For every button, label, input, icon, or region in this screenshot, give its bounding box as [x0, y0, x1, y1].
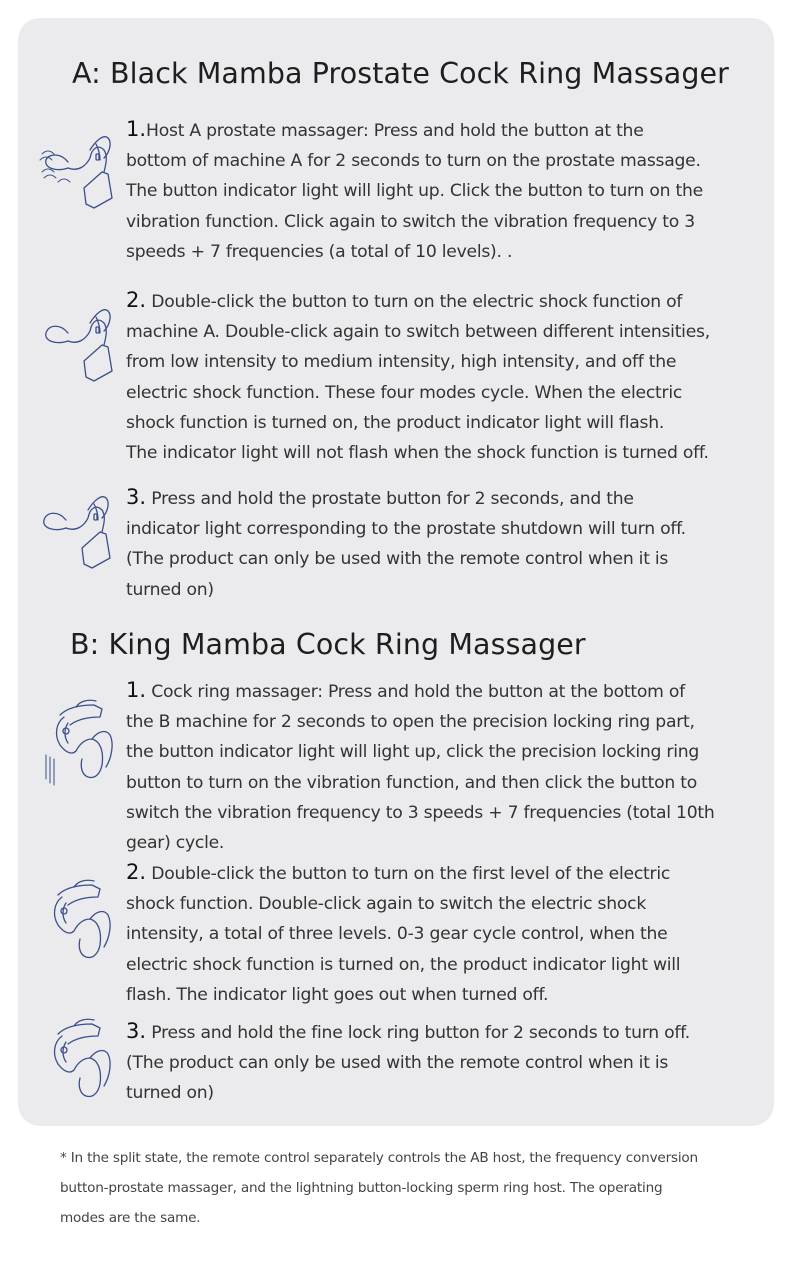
step-number: 3.	[126, 1019, 147, 1043]
step-text-line: vibration function. Click again to switch the vibration frequency to 3	[126, 211, 695, 232]
step-text-line: Cock ring massager: Press and hold the button at the bottom of	[146, 682, 685, 702]
step-text-line: (The product can only be used with the remote control when it is	[126, 1053, 669, 1074]
step-text-line: Host A prostate massager: Press and hold the button at the	[146, 121, 644, 141]
step-text-line: machine A. Double-click again to switch between different intensities,	[126, 322, 710, 343]
step-text-line: the button indicator light will light up, click the precision locking ring	[126, 742, 700, 763]
footnote-line: * In the split state, the remote control separately controls the AB host, the frequency conversion	[60, 1150, 698, 1166]
step-number: 1.	[126, 678, 147, 702]
step-text-line: shock function is turned on, the product indicator light will flash.	[126, 412, 665, 433]
section-b-title: B: King Mamba Cock Ring Massager	[70, 628, 586, 661]
step-text-line: The indicator light will not flash when the shock function is turned off.	[126, 443, 709, 464]
step-text-line: gear) cycle.	[126, 833, 225, 854]
step-text-line: Double-click the button to turn on the first level of the electric	[146, 864, 671, 884]
step-text-line: button to turn on the vibration function, and then click the button to	[126, 772, 697, 793]
step-number: 3.	[126, 485, 147, 509]
step-text-line: switch the vibration frequency to 3 speeds + 7 frequencies (total 10th	[126, 802, 715, 823]
step-text-line: The button indicator light will light up. Click the button to turn on the	[126, 181, 703, 202]
step-text-line: the B machine for 2 seconds to open the precision locking ring part,	[126, 712, 695, 733]
prostate-massager-power-off-icon	[40, 490, 124, 572]
step-text-line: turned on)	[126, 579, 214, 600]
step-text-line: speeds + 7 frequencies (a total of 10 levels). .	[126, 241, 513, 262]
step-text-line: flash. The indicator light goes out when turned off.	[126, 984, 549, 1005]
cock-ring-power-off-icon	[44, 1016, 126, 1102]
footnote-line: button-prostate massager, and the lightning button-locking sperm ring host. The operating	[60, 1180, 663, 1197]
step-text-line: electric shock function is turned on, the product indicator light will	[126, 954, 681, 975]
step-number: 1.	[126, 117, 147, 141]
step-text-line: indicator light corresponding to the prostate shutdown will turn off.	[126, 519, 686, 540]
step-text-line: Press and hold the prostate button for 2 seconds, and the	[146, 489, 634, 509]
step-text-line: turned on)	[126, 1083, 214, 1104]
step-text-line: Double-click the button to turn on the electric shock function of	[146, 292, 683, 312]
step-text-line: (The product can only be used with the remote control when it is	[126, 549, 669, 570]
step-text-line: shock function. Double-click again to switch the electric shock	[126, 894, 647, 915]
step-text-line: bottom of machine A for 2 seconds to turn on the prostate massage.	[126, 151, 701, 172]
cock-ring-vibration-icon	[42, 695, 128, 787]
step-number: 2.	[126, 288, 147, 312]
footnote-line: modes are the same.	[60, 1210, 201, 1227]
step-text-line: electric shock function. These four modes cycle. When the electric	[126, 382, 683, 403]
step-text-line: intensity, a total of three levels. 0-3 gear cycle control, when the	[126, 924, 668, 945]
step-text-line: from low intensity to medium intensity, high intensity, and off the	[126, 352, 677, 373]
cock-ring-double-click-icon	[44, 877, 126, 963]
step-number: 2.	[126, 860, 147, 884]
section-a-title: A: Black Mamba Prostate Cock Ring Massager	[72, 57, 729, 90]
step-text-line: Press and hold the fine lock ring button for 2 seconds to turn off.	[146, 1023, 690, 1043]
footnote	[60, 1143, 760, 1234]
prostate-massager-vibration-icon	[38, 128, 124, 214]
prostate-massager-double-click-icon	[42, 303, 126, 385]
